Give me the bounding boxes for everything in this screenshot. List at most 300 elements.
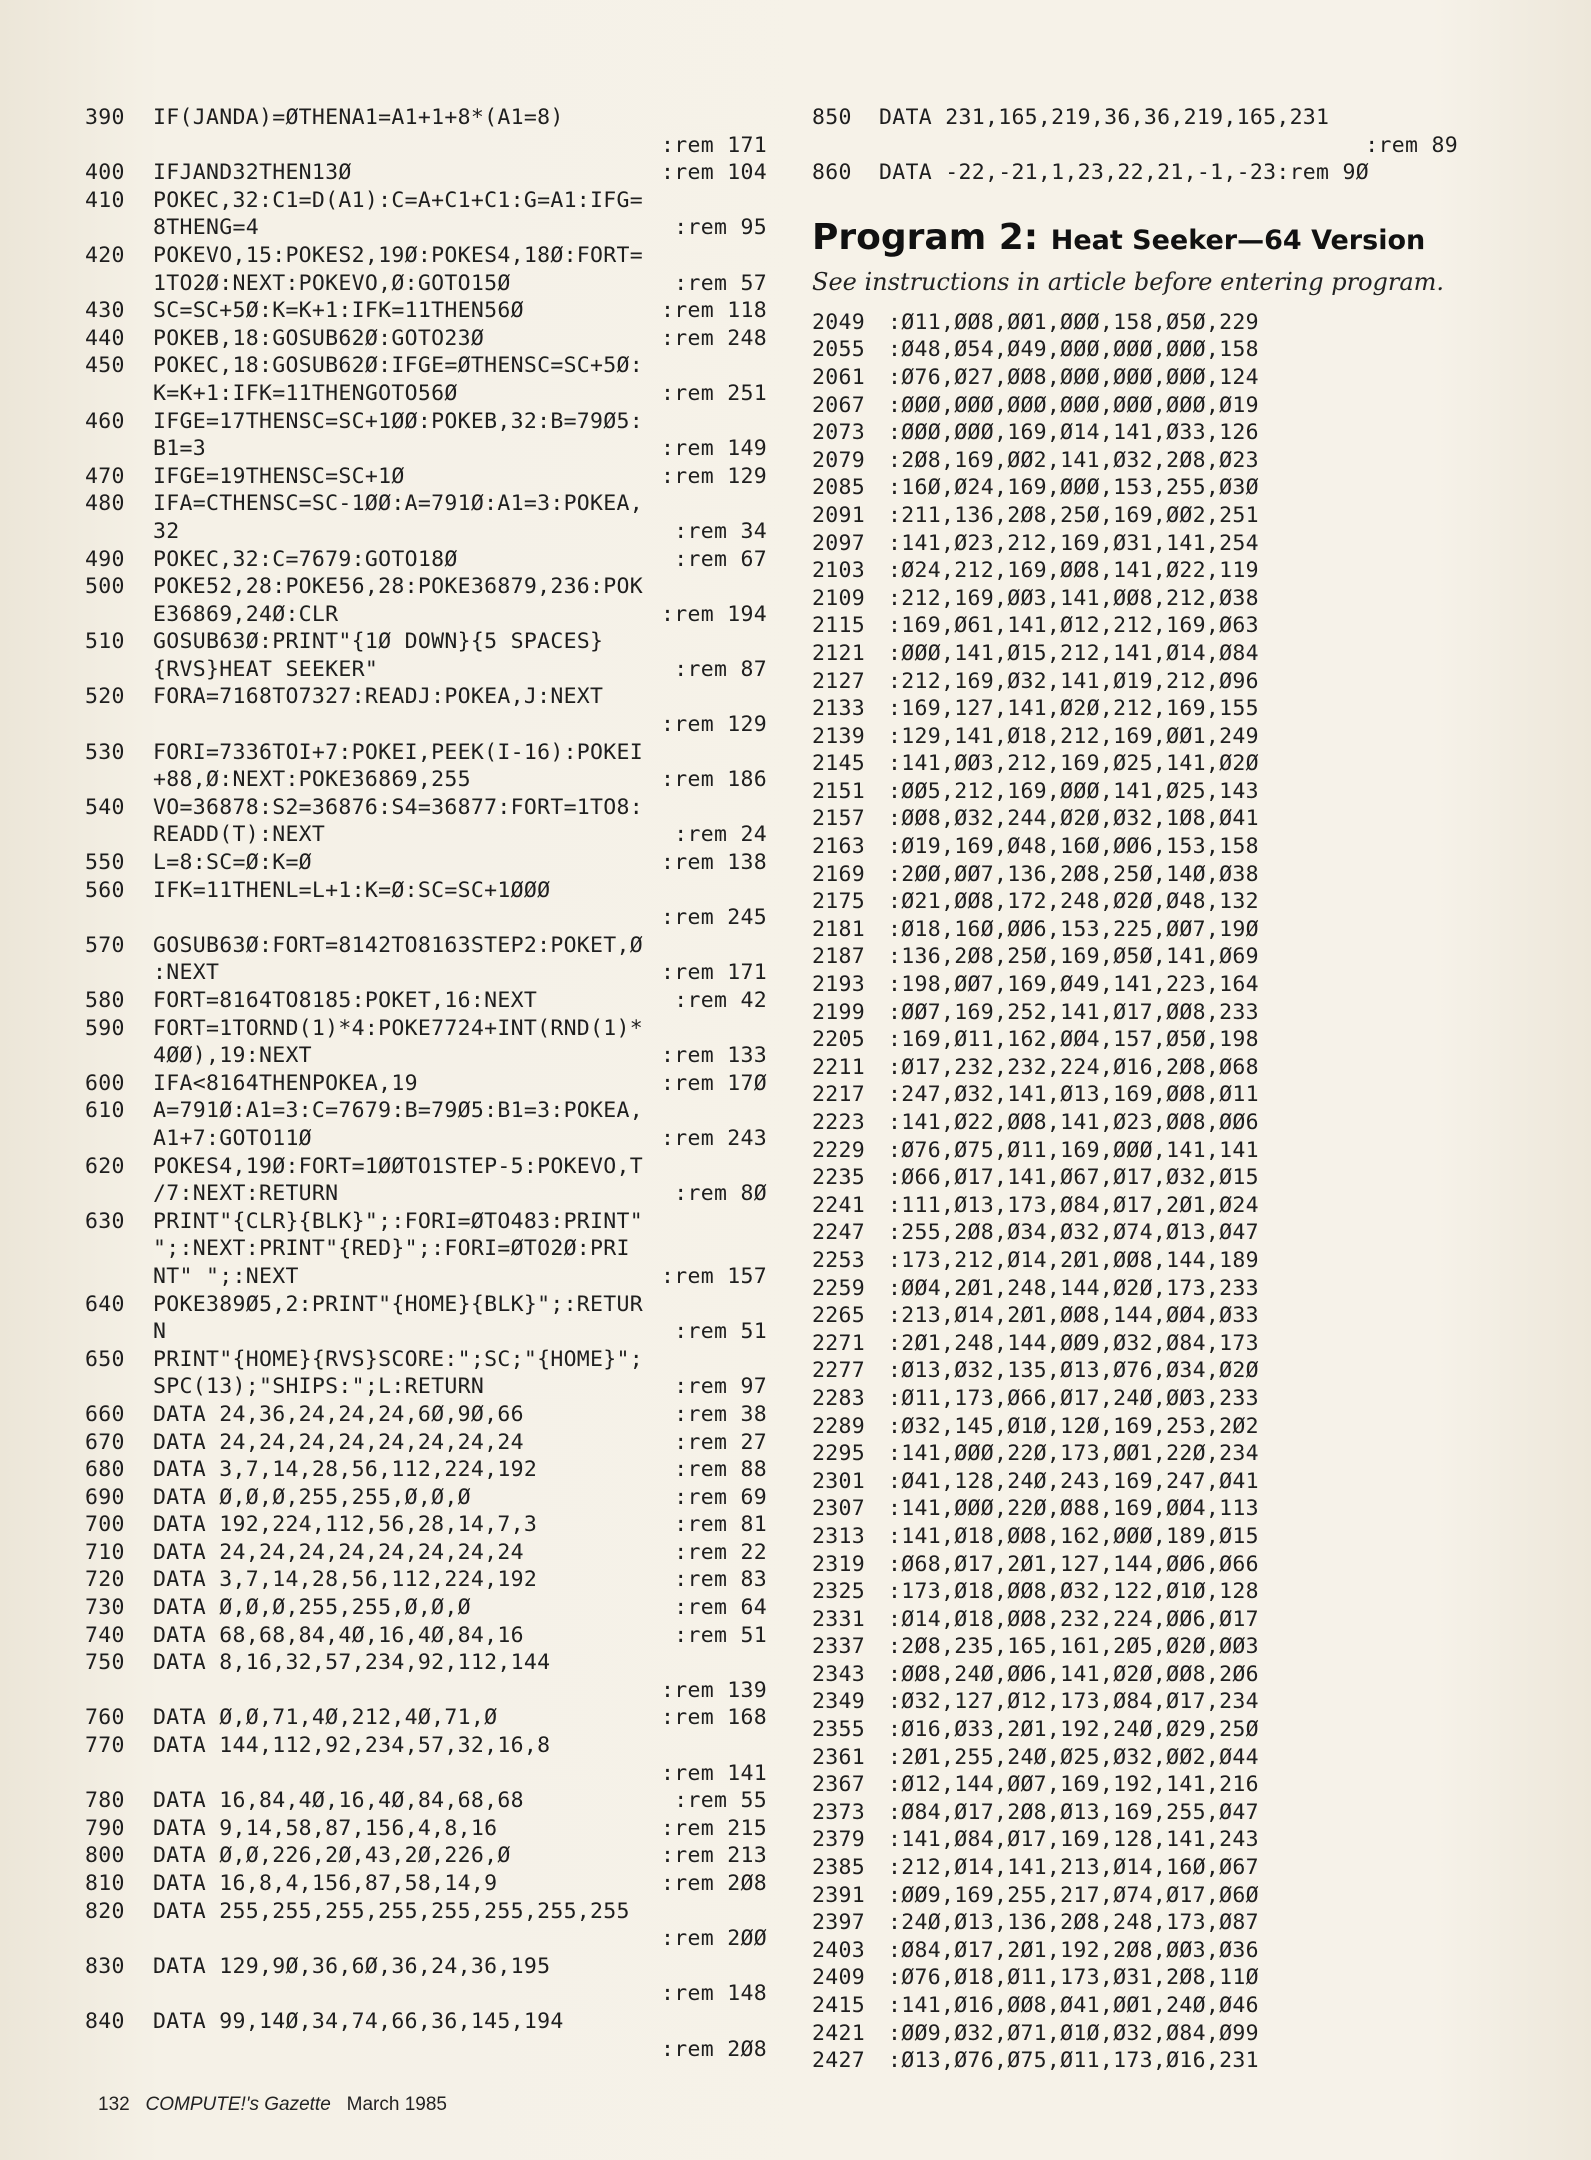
hex-line [812, 1081, 1512, 1109]
listing-line [85, 1484, 775, 1512]
code-text: POKES4,19Ø:FORT=1ØØTO1STEP-5:POKEVO,T [153, 1153, 644, 1179]
hex-address: 2289 [812, 1413, 865, 1439]
code-text: DATA 16,8,4,156,87,58,14,9 [153, 1871, 498, 1896]
code-text: FORI=7336TOI+7:POKEI,PEEK(I-16):POKEI [153, 739, 644, 765]
line-number: 540 [85, 794, 125, 820]
rem-checksum: :rem 149 [661, 436, 767, 462]
hex-data: :Ø11,173,Ø66,Ø17,24Ø,ØØ3,233 [888, 1385, 1259, 1411]
listing-line [85, 1511, 775, 1539]
rem-checksum: :rem 27 [674, 1429, 767, 1455]
hex-data: :169,Ø61,141,Ø12,212,169,Ø63 [888, 613, 1259, 639]
hex-data: :212,169,Ø32,141,Ø19,212,Ø96 [888, 668, 1259, 694]
hex-line [812, 1054, 1512, 1082]
listing-line [85, 932, 775, 960]
code-text: POKE389Ø5,2:PRINT"{HOME}{BLK}";:RETUR [153, 1291, 644, 1317]
listing-line [85, 573, 775, 601]
hex-address: 2205 [812, 1027, 865, 1053]
listing-line [85, 1291, 775, 1319]
hex-line [812, 916, 1512, 944]
code-text: FORA=7168TO7327:READJ:POKEA,J:NEXT [153, 684, 604, 710]
hex-data: :129,141,Ø18,212,169,ØØ1,249 [888, 723, 1259, 749]
listing-line [85, 1704, 775, 1732]
code-text: VO=36878:S2=36876:S4=36877:FORT=1TO8: [153, 794, 644, 820]
line-number: 470 [85, 463, 125, 489]
code-text: IFGE=19THENSC=SC+1Ø [153, 463, 405, 489]
rem-checksum: :rem 22 [674, 1539, 767, 1565]
listing-line [85, 1042, 775, 1070]
hex-line [812, 1330, 1512, 1358]
hex-data: :141,ØØØ,22Ø,173,ØØ1,22Ø,234 [888, 1441, 1259, 1467]
listing-line [85, 2036, 775, 2064]
hex-line [812, 1495, 1512, 1523]
hex-address: 2427 [812, 2048, 865, 2074]
rem-checksum: :rem 81 [674, 1512, 767, 1538]
listing-line [85, 1925, 775, 1953]
hex-data: :Ø41,128,24Ø,243,169,247,Ø41 [888, 1468, 1259, 1494]
hex-data: :173,Ø18,ØØ8,Ø32,122,Ø1Ø,128 [888, 1579, 1259, 1605]
hex-data: :213,Ø14,2Ø1,ØØ8,144,ØØ4,Ø33 [888, 1303, 1259, 1329]
code-text: DATA Ø,Ø,226,2Ø,43,2Ø,226,Ø [153, 1843, 511, 1869]
rem-checksum: :rem 24 [674, 822, 767, 848]
hex-data: :173,212,Ø14,2Ø1,ØØ8,144,189 [888, 1247, 1259, 1273]
hex-line [812, 1219, 1512, 1247]
rem-checksum: :rem 34 [674, 518, 767, 544]
rem-checksum: :rem 2Ø8 [661, 2036, 767, 2062]
code-text: DATA 231,165,219,36,36,219,165,231 [879, 105, 1330, 130]
hex-address: 2139 [812, 723, 865, 749]
hex-address: 2193 [812, 972, 865, 998]
rem-checksum: :rem 2Ø8 [661, 1871, 767, 1896]
code-text: 32 [153, 518, 180, 544]
hex-address: 2247 [812, 1220, 865, 1246]
hex-data: :Ø66,Ø17,141,Ø67,Ø17,Ø32,Ø15 [888, 1165, 1259, 1191]
code-text: FORT=8164TO8185:POKET,16:NEXT [153, 988, 538, 1013]
code-text: DATA 68,68,84,4Ø,16,4Ø,84,16 [153, 1622, 524, 1648]
hex-line [812, 723, 1512, 751]
code-text: READD(T):NEXT [153, 822, 326, 848]
hex-line [812, 1468, 1512, 1496]
code-text: IFA=CTHENSC=SC-1ØØ:A=791Ø:A1=3:POKEA, [153, 491, 644, 517]
code-text: DATA 24,24,24,24,24,24,24,24 [153, 1539, 524, 1565]
hex-data: :141,Ø22,ØØ8,141,Ø23,ØØ8,ØØ6 [888, 1110, 1259, 1135]
hex-data: :111,Ø13,173,Ø84,Ø17,2Ø1,Ø24 [888, 1192, 1259, 1218]
line-number: 630 [85, 1208, 125, 1234]
hex-line [812, 1882, 1512, 1910]
hex-address: 2145 [812, 751, 865, 777]
line-number: 690 [85, 1484, 125, 1510]
listing-line [85, 877, 775, 905]
hex-address: 2265 [812, 1303, 865, 1329]
hex-line [812, 861, 1512, 889]
rem-checksum: :rem 2ØØ [661, 1926, 767, 1952]
hex-address: 2073 [812, 420, 865, 446]
hex-line [812, 612, 1512, 640]
hex-line [812, 1799, 1512, 1827]
rem-checksum: :rem 89 [1365, 132, 1458, 158]
rem-checksum: :rem 171 [661, 960, 767, 986]
hex-line [812, 778, 1512, 806]
line-number: 400 [85, 160, 125, 186]
listing-line [85, 1815, 775, 1843]
code-text: SPC(13);"SHIPS:";L:RETURN [153, 1374, 485, 1400]
rem-checksum: :rem 51 [674, 1622, 767, 1648]
code-text: IFJAND32THEN13Ø [153, 160, 352, 186]
code-text: GOSUB63Ø:FORT=8142TO8163STEP2:POKET,Ø [153, 932, 644, 958]
hex-data: :Ø48,Ø54,Ø49,ØØØ,ØØØ,ØØØ,158 [888, 337, 1259, 363]
hex-data: :198,ØØ7,169,Ø49,141,223,164 [888, 972, 1259, 998]
hex-line [812, 1744, 1512, 1772]
code-text: DATA Ø,Ø,Ø,255,255,Ø,Ø,Ø [153, 1595, 471, 1621]
line-number: 530 [85, 739, 125, 765]
code-text: E36869,24Ø:CLR [153, 601, 339, 627]
hex-line [812, 1771, 1512, 1799]
listing-line [812, 132, 1512, 160]
hex-line [812, 1523, 1512, 1551]
hex-address: 2415 [812, 1993, 865, 2018]
hex-address: 2235 [812, 1165, 865, 1191]
hex-data: :Ø21,ØØ8,172,248,Ø2Ø,Ø48,132 [888, 889, 1259, 915]
listing-line [85, 683, 775, 711]
rem-checksum: :rem 213 [661, 1843, 767, 1869]
rem-checksum: :rem 157 [661, 1263, 767, 1289]
line-number: 570 [85, 932, 125, 958]
program-title-sub: Heat Seeker—64 Version [1050, 224, 1426, 256]
hex-line [812, 1964, 1512, 1992]
hex-data: :ØØ9,Ø32,Ø71,Ø1Ø,Ø32,Ø84,Ø99 [888, 2020, 1259, 2046]
hex-address: 2169 [812, 861, 865, 887]
hex-data: :212,Ø14,141,213,Ø14,16Ø,Ø67 [888, 1855, 1259, 1881]
listing-line [85, 1401, 775, 1429]
right-column [812, 104, 1512, 2075]
code-text: FORT=1TORND(1)*4:POKE7724+INT(RND(1)* [153, 1015, 644, 1041]
hex-line [812, 1937, 1512, 1965]
code-text: IFK=11THENL=L+1:K=Ø:SC=SC+1ØØØ [153, 877, 551, 903]
listing-line [85, 187, 775, 215]
code-text: DATA 24,36,24,24,24,6Ø,9Ø,66 [153, 1401, 524, 1427]
hex-line [812, 888, 1512, 916]
rem-checksum: :rem 245 [661, 905, 767, 931]
hex-address: 2301 [812, 1468, 865, 1494]
code-text: PRINT"{CLR}{BLK}";:FORI=ØTO483:PRINT" [153, 1208, 644, 1234]
rem-checksum: :rem 87 [674, 656, 767, 682]
hex-address: 2115 [812, 613, 865, 639]
line-number: 720 [85, 1567, 125, 1593]
line-number: 860 [812, 160, 852, 186]
rem-checksum: :rem 104 [661, 160, 767, 186]
listing-line [812, 159, 1512, 187]
hex-data: :247,Ø32,141,Ø13,169,ØØ8,Ø11 [888, 1082, 1259, 1108]
hex-data: :16Ø,Ø24,169,ØØØ,153,255,Ø3Ø [888, 475, 1259, 501]
line-number: 460 [85, 408, 125, 434]
listing-line [85, 904, 775, 932]
code-text: /7:NEXT:RETURN [153, 1181, 339, 1207]
listing-line [85, 435, 775, 463]
code-text: DATA 99,14Ø,34,74,66,36,145,194 [153, 2008, 564, 2034]
line-number: 560 [85, 877, 125, 903]
line-number: 710 [85, 1539, 125, 1565]
hex-data: :ØØØ,ØØØ,169,Ø14,141,Ø33,126 [888, 420, 1259, 446]
magazine-name: COMPUTE!'s Gazette [145, 2094, 331, 2115]
hex-line [812, 1992, 1512, 2020]
line-number: 580 [85, 988, 125, 1013]
listing-line [85, 408, 775, 436]
hex-line [812, 557, 1512, 585]
line-number: 790 [85, 1815, 125, 1841]
listing-line [85, 1208, 775, 1236]
hex-line [812, 1661, 1512, 1689]
hex-address: 2385 [812, 1855, 865, 1881]
hex-address: 2211 [812, 1054, 865, 1080]
listing-line [85, 1677, 775, 1705]
program-2-description: See instructions in article before entering program. [812, 267, 1445, 296]
hex-line [812, 2020, 1512, 2048]
listing-line [85, 490, 775, 518]
hex-line [812, 1302, 1512, 1330]
listing-line [85, 1429, 775, 1457]
hex-address: 2133 [812, 696, 865, 722]
line-number: 650 [85, 1346, 125, 1372]
listing-line [85, 325, 775, 353]
code-text: PRINT"{HOME}{RVS}SCORE:";SC;"{HOME}"; [153, 1346, 644, 1372]
hex-data: :Ø84,Ø17,2Ø8,Ø13,169,255,Ø47 [888, 1799, 1259, 1825]
line-number: 500 [85, 574, 125, 600]
program-title-main: Program 2: [812, 216, 1039, 258]
program-2-title [812, 217, 1512, 262]
rem-checksum: :rem 251 [661, 380, 767, 406]
hex-data: :Ø68,Ø17,2Ø1,127,144,ØØ6,Ø66 [888, 1551, 1259, 1577]
hex-data: :2ØØ,ØØ7,136,2Ø8,25Ø,14Ø,Ø38 [888, 861, 1259, 887]
line-number: 610 [85, 1098, 125, 1124]
listing-line [85, 766, 775, 794]
hex-address: 2307 [812, 1496, 865, 1522]
hex-line [812, 1137, 1512, 1165]
hex-address: 2055 [812, 337, 865, 363]
code-text: IFGE=17THENSC=SC+1ØØ:POKEB,32:B=79Ø5: [153, 408, 644, 434]
code-text: IF(JANDA)=ØTHENA1=A1+1+8*(A1=8) [153, 105, 564, 130]
hex-line [812, 530, 1512, 558]
machine-code-listing [812, 309, 1512, 2075]
hex-data: :Ø84,Ø17,2Ø1,192,2Ø8,ØØ3,Ø36 [888, 1937, 1259, 1963]
hex-address: 2091 [812, 502, 865, 528]
line-number: 620 [85, 1153, 125, 1179]
hex-address: 2103 [812, 558, 865, 584]
hex-address: 2283 [812, 1385, 865, 1411]
hex-data: :ØØ8,24Ø,ØØ6,141,Ø2Ø,ØØ8,2Ø6 [888, 1661, 1259, 1687]
rem-checksum: :rem 55 [674, 1788, 767, 1814]
listing-line [85, 794, 775, 822]
hex-line [812, 750, 1512, 778]
hex-line [812, 943, 1512, 971]
line-number: 670 [85, 1429, 125, 1455]
hex-line [812, 336, 1512, 364]
hex-address: 2085 [812, 475, 865, 501]
hex-line [812, 1192, 1512, 1220]
hex-line [812, 1854, 1512, 1882]
hex-line [812, 1247, 1512, 1275]
code-text: L=8:SC=Ø:K=Ø [153, 850, 312, 876]
listing-line [85, 352, 775, 380]
line-number: 680 [85, 1457, 125, 1483]
listing-line [85, 518, 775, 546]
rem-checksum: :rem 168 [661, 1705, 767, 1731]
rem-checksum: :rem 139 [661, 1677, 767, 1703]
basic-listing-right [812, 104, 1512, 187]
hex-address: 2409 [812, 1965, 865, 1991]
code-text: DATA 129,9Ø,36,6Ø,36,24,36,195 [153, 1953, 551, 1979]
hex-line [812, 999, 1512, 1027]
listing-line [85, 1732, 775, 1760]
hex-data: :Ø16,Ø33,2Ø1,192,24Ø,Ø29,25Ø [888, 1717, 1259, 1743]
hex-line [812, 1440, 1512, 1468]
code-text: B1=3 [153, 436, 206, 462]
listing-line [85, 1980, 775, 2008]
hex-address: 2355 [812, 1717, 865, 1743]
line-number: 550 [85, 850, 125, 876]
line-number: 590 [85, 1015, 125, 1041]
hex-line [812, 1578, 1512, 1606]
hex-address: 2271 [812, 1330, 865, 1356]
line-number: 730 [85, 1595, 125, 1621]
line-number: 440 [85, 325, 125, 351]
hex-line [812, 1026, 1512, 1054]
line-number: 490 [85, 546, 125, 572]
hex-address: 2295 [812, 1441, 865, 1467]
hex-data: :Ø18,16Ø,ØØ6,153,225,ØØ7,19Ø [888, 916, 1259, 942]
hex-data: :ØØ9,169,255,217,Ø74,Ø17,Ø6Ø [888, 1882, 1259, 1908]
rem-checksum: :rem 171 [661, 132, 767, 158]
listing-line [85, 628, 775, 656]
hex-address: 2157 [812, 806, 865, 832]
listing-line [85, 1539, 775, 1567]
hex-address: 2325 [812, 1579, 865, 1605]
hex-data: :2Ø8,169,ØØ2,141,Ø32,2Ø8,Ø23 [888, 447, 1259, 473]
hex-address: 2163 [812, 834, 865, 860]
hex-data: :Ø32,145,Ø1Ø,12Ø,169,253,2Ø2 [888, 1413, 1259, 1439]
code-text: DATA 144,112,92,234,57,32,16,8 [153, 1733, 551, 1759]
hex-address: 2241 [812, 1192, 865, 1218]
hex-address: 2373 [812, 1799, 865, 1825]
hex-data: :Ø17,232,232,224,Ø16,2Ø8,Ø68 [888, 1054, 1259, 1080]
rem-checksum: :rem 83 [674, 1567, 767, 1593]
hex-data: :ØØ4,2Ø1,248,144,Ø2Ø,173,233 [888, 1275, 1259, 1301]
listing-line [85, 1235, 775, 1263]
listing-line [85, 242, 775, 270]
hex-line [812, 1688, 1512, 1716]
hex-data: :ØØ8,Ø32,244,Ø2Ø,Ø32,1Ø8,Ø41 [888, 806, 1259, 832]
listing-line [85, 1125, 775, 1153]
line-number: 420 [85, 242, 125, 268]
line-number: 820 [85, 1898, 125, 1924]
hex-data: :Ø24,212,169,ØØ8,141,Ø22,119 [888, 558, 1259, 584]
listing-line [85, 739, 775, 767]
hex-data: :2Ø1,248,144,ØØ9,Ø32,Ø84,173 [888, 1330, 1259, 1356]
rem-checksum: :rem 248 [661, 325, 767, 351]
hex-address: 2187 [812, 944, 865, 970]
hex-data: :141,Ø16,ØØ8,Ø41,ØØ1,24Ø,Ø46 [888, 1993, 1259, 2018]
hex-address: 2421 [812, 2020, 865, 2046]
hex-data: :212,169,ØØ3,141,ØØ8,212,Ø38 [888, 585, 1259, 611]
hex-data: :141,Ø18,ØØ8,162,ØØØ,189,Ø15 [888, 1523, 1259, 1549]
listing-line [85, 297, 775, 325]
hex-line [812, 805, 1512, 833]
line-number: 850 [812, 105, 852, 130]
hex-data: :Ø13,Ø32,135,Ø13,Ø76,Ø34,Ø2Ø [888, 1358, 1259, 1384]
line-number: 430 [85, 298, 125, 324]
rem-checksum: :rem 57 [674, 270, 767, 296]
hex-data: :141,ØØ3,212,169,Ø25,141,Ø2Ø [888, 751, 1259, 777]
code-text: DATA 24,24,24,24,24,24,24,24 [153, 1429, 524, 1455]
listing-line [85, 1870, 775, 1898]
code-text: GOSUB63Ø:PRINT"{1Ø DOWN}{5 SPACES} [153, 629, 604, 655]
line-number: 640 [85, 1291, 125, 1317]
code-text: DATA 8,16,32,57,234,92,112,144 [153, 1650, 551, 1676]
listing-line [85, 656, 775, 684]
hex-data: :Ø13,Ø76,Ø75,Ø11,173,Ø16,231 [888, 2048, 1259, 2074]
hex-address: 2343 [812, 1661, 865, 1687]
rem-checksum: :rem 148 [661, 1981, 767, 2007]
hex-line [812, 833, 1512, 861]
code-text: DATA Ø,Ø,71,4Ø,212,4Ø,71,Ø [153, 1705, 498, 1731]
hex-address: 2109 [812, 585, 865, 611]
hex-address: 2259 [812, 1275, 865, 1301]
code-text: IFA<8164THENPOKEA,19 [153, 1070, 418, 1096]
rem-checksum: :rem 141 [661, 1760, 767, 1786]
code-text: POKEB,18:GOSUB62Ø:GOTO23Ø [153, 325, 485, 351]
listing-line [85, 1760, 775, 1788]
code-text: 8THENG=4 [153, 215, 259, 241]
code-text: POKE52,28:POKE56,28:POKE36879,236:POK [153, 574, 644, 600]
hex-address: 2223 [812, 1110, 865, 1135]
line-number: 760 [85, 1705, 125, 1731]
hex-address: 2079 [812, 447, 865, 473]
code-text: {RVS}HEAT SEEKER" [153, 656, 379, 682]
hex-address: 2253 [812, 1247, 865, 1273]
hex-data: :2Ø8,235,165,161,2Ø5,Ø2Ø,ØØ3 [888, 1634, 1259, 1660]
listing-line [85, 1898, 775, 1926]
line-number: 810 [85, 1871, 125, 1896]
line-number: 740 [85, 1622, 125, 1648]
code-text: DATA 3,7,14,28,56,112,224,192 [153, 1567, 538, 1593]
listing-line [85, 1594, 775, 1622]
code-text: DATA 3,7,14,28,56,112,224,192 [153, 1457, 538, 1483]
hex-data: :169,Ø11,162,ØØ4,157,Ø5Ø,198 [888, 1027, 1259, 1053]
line-number: 480 [85, 491, 125, 517]
listing-line [85, 1263, 775, 1291]
hex-data: :169,127,141,Ø2Ø,212,169,155 [888, 696, 1259, 722]
listing-line [85, 132, 775, 160]
listing-line [85, 1622, 775, 1650]
hex-data: :ØØ5,212,169,ØØØ,141,Ø25,143 [888, 778, 1259, 804]
hex-line [812, 502, 1512, 530]
hex-line [812, 585, 1512, 613]
rem-checksum: :rem 69 [674, 1484, 767, 1510]
hex-line [812, 447, 1512, 475]
hex-data: :2Ø1,255,24Ø,Ø25,Ø32,ØØ2,Ø44 [888, 1744, 1259, 1770]
rem-checksum: :rem 38 [674, 1401, 767, 1427]
code-text: A=791Ø:A1=3:C=7679:B=79Ø5:B1=3:POKEA, [153, 1098, 644, 1124]
hex-address: 2217 [812, 1082, 865, 1108]
hex-address: 2151 [812, 778, 865, 804]
hex-line [812, 1275, 1512, 1303]
hex-line [812, 1109, 1512, 1137]
hex-address: 2367 [812, 1772, 865, 1798]
listing-line [85, 214, 775, 242]
listing-line [85, 601, 775, 629]
hex-address: 2061 [812, 364, 865, 390]
code-text: POKEVO,15:POKES2,19Ø:POKES4,18Ø:FORT= [153, 242, 644, 268]
listing-line [85, 711, 775, 739]
page-number: 132 [98, 2094, 130, 2115]
